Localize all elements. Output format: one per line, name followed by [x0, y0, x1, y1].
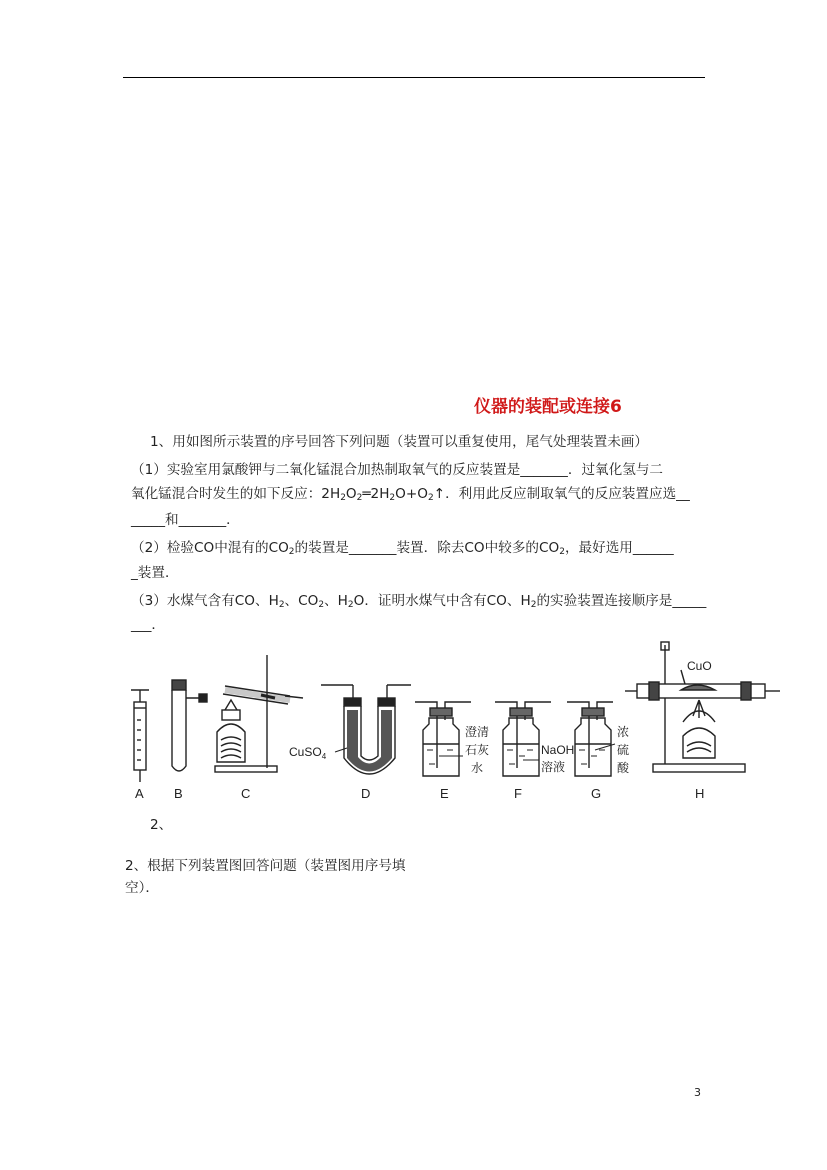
label-h: H — [695, 786, 705, 801]
syringe-a — [131, 690, 149, 782]
q1-part3-line2: ___． — [131, 617, 165, 633]
q2-marker: 2、 — [150, 817, 173, 833]
reagent-d-label: CuSO$_4$ — [289, 745, 327, 761]
q1-part2-line1: （2）检验CO中混有的$CO_2$的装置是_______装置．除去CO中较多的$CO_2$，最好选用______ — [131, 540, 674, 557]
test-tube-b — [172, 680, 207, 771]
label-e: E — [440, 786, 449, 801]
q1-part3-line1: （3）水煤气含有CO、$H_2$、$CO_2$、$H_2O$．证明水煤气中含有CO、$H_2$的实验装置连接顺序是_____ — [131, 593, 707, 610]
reagent-f-line2: 溶液 — [541, 760, 566, 774]
reagent-e-line3: 水 — [471, 761, 484, 775]
wash-bottle-g — [567, 702, 613, 776]
reagent-e-line1: 澄清 — [465, 725, 490, 739]
reagent-g-line3: 酸 — [617, 761, 630, 775]
apparatus-figure — [125, 640, 785, 810]
label-d: D — [361, 786, 371, 801]
reagent-g-line1: 浓 — [617, 725, 630, 739]
q1-part1-line2: 氧化锰混合时发生的如下反应：$2H_2O_2═2H_2O+O_2↑$．利用此反应制取氧气的反应装置应选__ — [131, 486, 690, 503]
reagent-e-line2: 石灰 — [465, 743, 490, 757]
q2-line1: 2、根据下列装置图回答问题（装置图用序号填 — [125, 858, 406, 874]
u-tube-d — [321, 685, 411, 774]
label-g: G — [591, 786, 602, 801]
wash-bottle-e — [415, 702, 471, 776]
q1-intro: 1、用如图所示装置的序号回答下列问题（装置可以重复使用，尾气处理装置未画） — [150, 434, 649, 450]
reagent-h-label: CuO — [687, 659, 712, 673]
q1-part2-line2: _装置． — [131, 565, 179, 581]
label-c: C — [241, 786, 251, 801]
reagent-g-line2: 硫 — [617, 743, 630, 757]
q1-part1-line3: _____和_______． — [131, 512, 240, 528]
header-rule — [123, 77, 705, 78]
label-b: B — [174, 786, 183, 801]
q1-part1-line1: （1）实验室用氯酸钾与二氧化锰混合加热制取氧气的反应装置是_______．过氧化氢与二 — [131, 462, 664, 478]
page-title: 仪器的装配或连接6 — [474, 397, 622, 417]
label-a: A — [135, 786, 144, 801]
q2-line2: 空）． — [125, 880, 159, 896]
label-f: F — [514, 786, 522, 801]
page-number: 3 — [694, 1086, 701, 1099]
reagent-f-line1: NaOH — [541, 743, 575, 757]
